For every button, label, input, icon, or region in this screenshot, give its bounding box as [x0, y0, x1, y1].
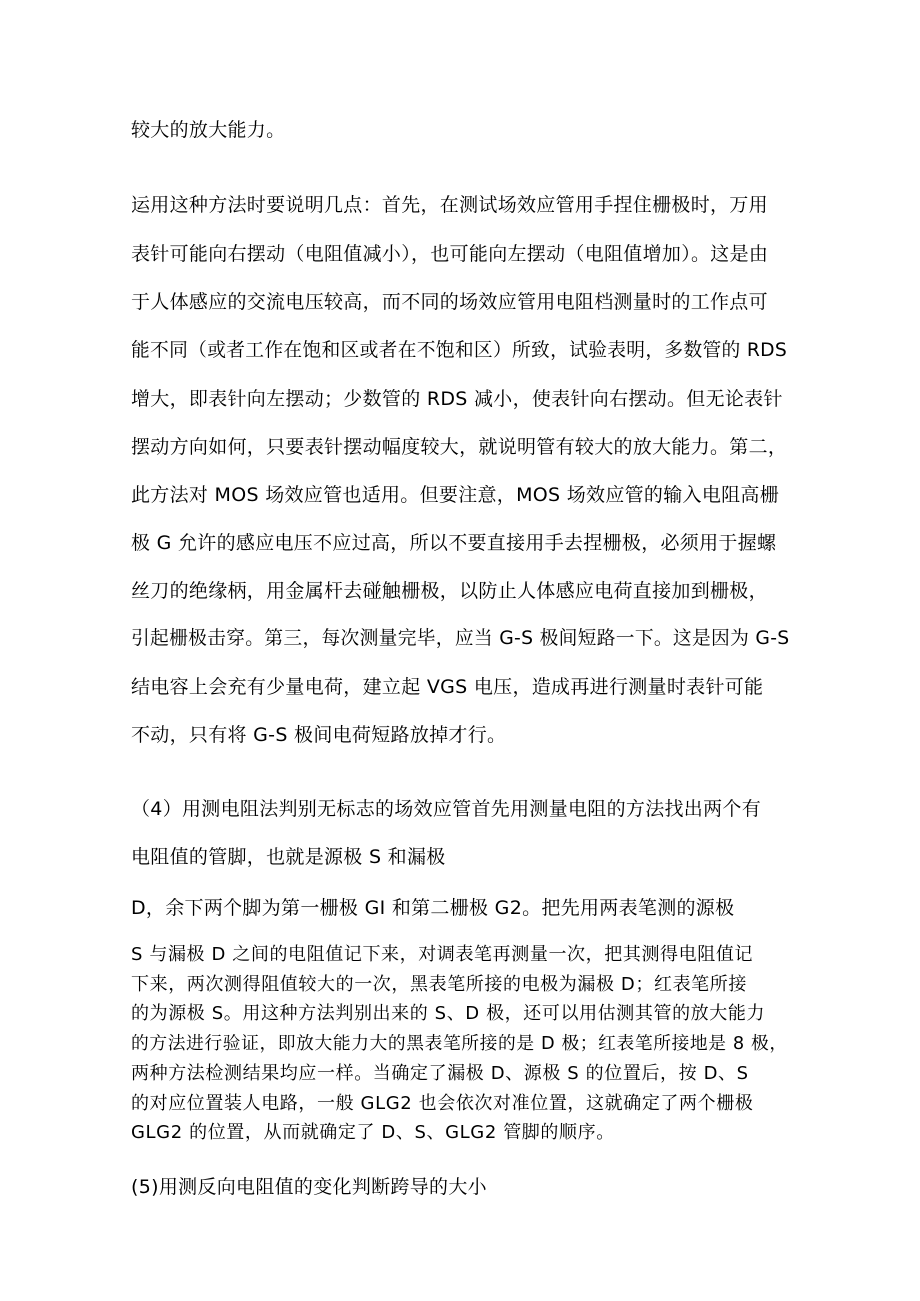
text-line: （4）用测电阻法判别无标志的场效应管首先用测量电阻的方法找出两个有: [131, 798, 761, 820]
text-line: 摆动方向如何，只要表针摆动幅度较大，就说明管有较大的放大能力。第二，: [131, 436, 788, 458]
text-line: 能不同（或者工作在饱和区或者在不饱和区）所致，试验表明，多数管的 RDS: [131, 340, 788, 361]
text-line: 运用这种方法时要说明几点：首先，在测试场效应管用手捏住栅极时，万用: [131, 194, 768, 216]
text-line: 电阻值的管脚，也就是源极 S 和漏极: [131, 846, 446, 868]
text-line: 不动，只有将 G-S 极间电荷短路放掉才行。: [131, 724, 507, 746]
text-line: 丝刀的绝缘柄，用金属杆去碰触栅极，以防止人体感应电荷直接加到栅极，: [131, 580, 768, 602]
text-line: 较大的放大能力。: [131, 119, 286, 141]
text-line: 的对应位置装人电路，一般 GLG2 也会依次对准位置，这就确定了两个栅极: [131, 1093, 754, 1114]
text-line: 表针可能向右摆动（电阻值减小），也可能向左摆动（电阻值增加）。这是由: [131, 243, 769, 265]
text-line: 增大，即表针向左摆动；少数管的 RDS 减小，使表针向右摆动。但无论表针: [131, 388, 783, 410]
text-line: GLG2 的位置，从而就确定了 D、S、GLG2 管脚的顺序。: [131, 1122, 615, 1143]
text-line: 于人体感应的交流电压较高，而不同的场效应管用电阻档测量时的工作点可: [131, 291, 768, 313]
text-line: S 与漏极 D 之间的电阻值记下来，对调表笔再测量一次，把其测得电阻值记: [131, 944, 754, 965]
text-line: D，余下两个脚为第一栅极 GI 和第二栅极 G2。把先用两表笔测的源极: [131, 897, 735, 919]
text-line: 下来，两次测得阻值较大的一次，黑表笔所接的电极为漏极 D；红表笔所接: [131, 974, 747, 995]
text-line: 结电容上会充有少量电荷，建立起 VGS 电压，造成再进行测量时表针可能: [131, 676, 764, 698]
text-line: 此方法对 MOS 场效应管也适用。但要注意，MOS 场效应管的输入电阻高栅: [131, 484, 780, 506]
text-line: (5)用测反向电阻值的变化判断跨导的大小: [131, 1176, 487, 1198]
text-line: 的方法进行验证，即放大能力大的黑表笔所接的是 D 极；红表笔所接地是 8 极，: [131, 1034, 788, 1054]
text-line: 引起栅极击穿。第三，每次测量完毕，应当 G-S 极间短路一下。这是因为 G-S: [131, 628, 790, 649]
text-line: 极 G 允许的感应电压不应过高，所以不要直接用手去捏栅极，必须用于握螺: [131, 532, 777, 554]
text-line: 两种方法检测结果均应一样。当确定了漏极 D、源极 S 的位置后，按 D、S: [131, 1063, 749, 1084]
text-line: 的为源极 S。用这种方法判别出来的 S、D 极，还可以用估测其管的放大能力: [131, 1003, 766, 1024]
